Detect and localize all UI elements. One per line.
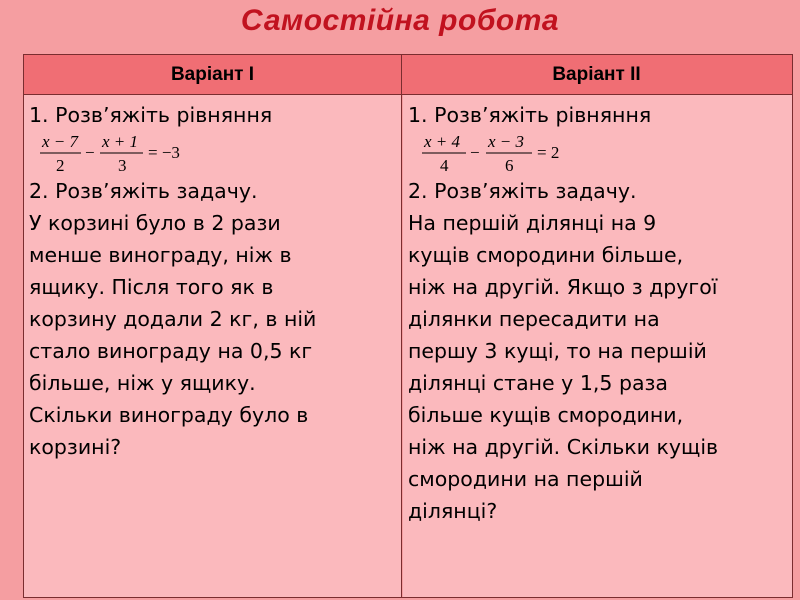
v2-problem-line: кущів смородини більше, xyxy=(408,243,684,267)
cell-variant-1 xyxy=(24,95,401,597)
v2-task2: 2. Розв’яжіть задачу. xyxy=(408,179,637,203)
v2-problem-line: ділянці? xyxy=(408,499,498,523)
v1-task1: 1. Розв’яжіть рівняння xyxy=(29,103,273,127)
v2-problem-line: ділянці стане у 1,5 раза xyxy=(408,371,668,395)
v1-problem-line: корзину додали 2 кг, в ній xyxy=(29,307,317,331)
v2-task1: 1. Розв’яжіть рівняння xyxy=(408,103,652,127)
header-variant-1: Варіант I xyxy=(170,64,255,85)
v1-problem-line: Скільки винограду було в xyxy=(29,403,309,427)
v2-problem-line: більше кущів смородини, xyxy=(408,403,684,427)
v1-equation xyxy=(29,131,397,175)
v1-problem-line: У корзині було в 2 рази xyxy=(29,211,281,235)
v2-problem-line: ніж на другій. Скільки кущів xyxy=(408,435,719,459)
v1-frac1-den: 2 xyxy=(56,156,65,175)
v2-frac1-num: x + 4 xyxy=(424,132,461,151)
v2-rhs: = 2 xyxy=(537,143,560,162)
column-divider xyxy=(401,55,402,597)
v1-problem-line: більше, ніж у ящику. xyxy=(29,371,256,395)
cell-variant-2 xyxy=(403,95,792,597)
v1-problem-line: стало винограду на 0,5 кг xyxy=(29,339,313,363)
v1-op: − xyxy=(85,143,95,162)
v1-frac1-num: x − 7 xyxy=(42,132,79,151)
v2-problem-line: ділянки пересадити на xyxy=(408,307,660,331)
header-variant-2: Варіант II xyxy=(552,64,641,85)
v2-frac2-den: 6 xyxy=(505,156,514,175)
v1-frac2-den: 3 xyxy=(118,156,127,175)
v1-frac2-num: x + 1 xyxy=(102,132,139,151)
v2-problem-line: ніж на другій. Якщо з другої xyxy=(408,275,718,299)
table-header-row xyxy=(24,55,792,95)
v1-problem-line: ящику. Після того як в xyxy=(29,275,274,299)
v2-op: − xyxy=(470,143,480,162)
v2-frac2-num: x − 3 xyxy=(488,132,525,151)
v1-rhs: = −3 xyxy=(148,143,180,162)
v1-task2: 2. Розв’яжіть задачу. xyxy=(29,179,258,203)
v2-equation xyxy=(408,131,788,175)
v2-frac1-den: 4 xyxy=(440,156,449,175)
variants-table xyxy=(23,54,793,598)
v1-problem-line: корзині? xyxy=(29,435,122,459)
v2-problem-line: першу 3 кущі, то на першій xyxy=(408,339,707,363)
v2-problem-line: На першій ділянці на 9 xyxy=(408,211,657,235)
v2-problem-line: смородини на першій xyxy=(408,467,643,491)
v1-problem-line: менше винограду, ніж в xyxy=(29,243,292,267)
slide-title: Самостійна робота xyxy=(240,4,560,37)
